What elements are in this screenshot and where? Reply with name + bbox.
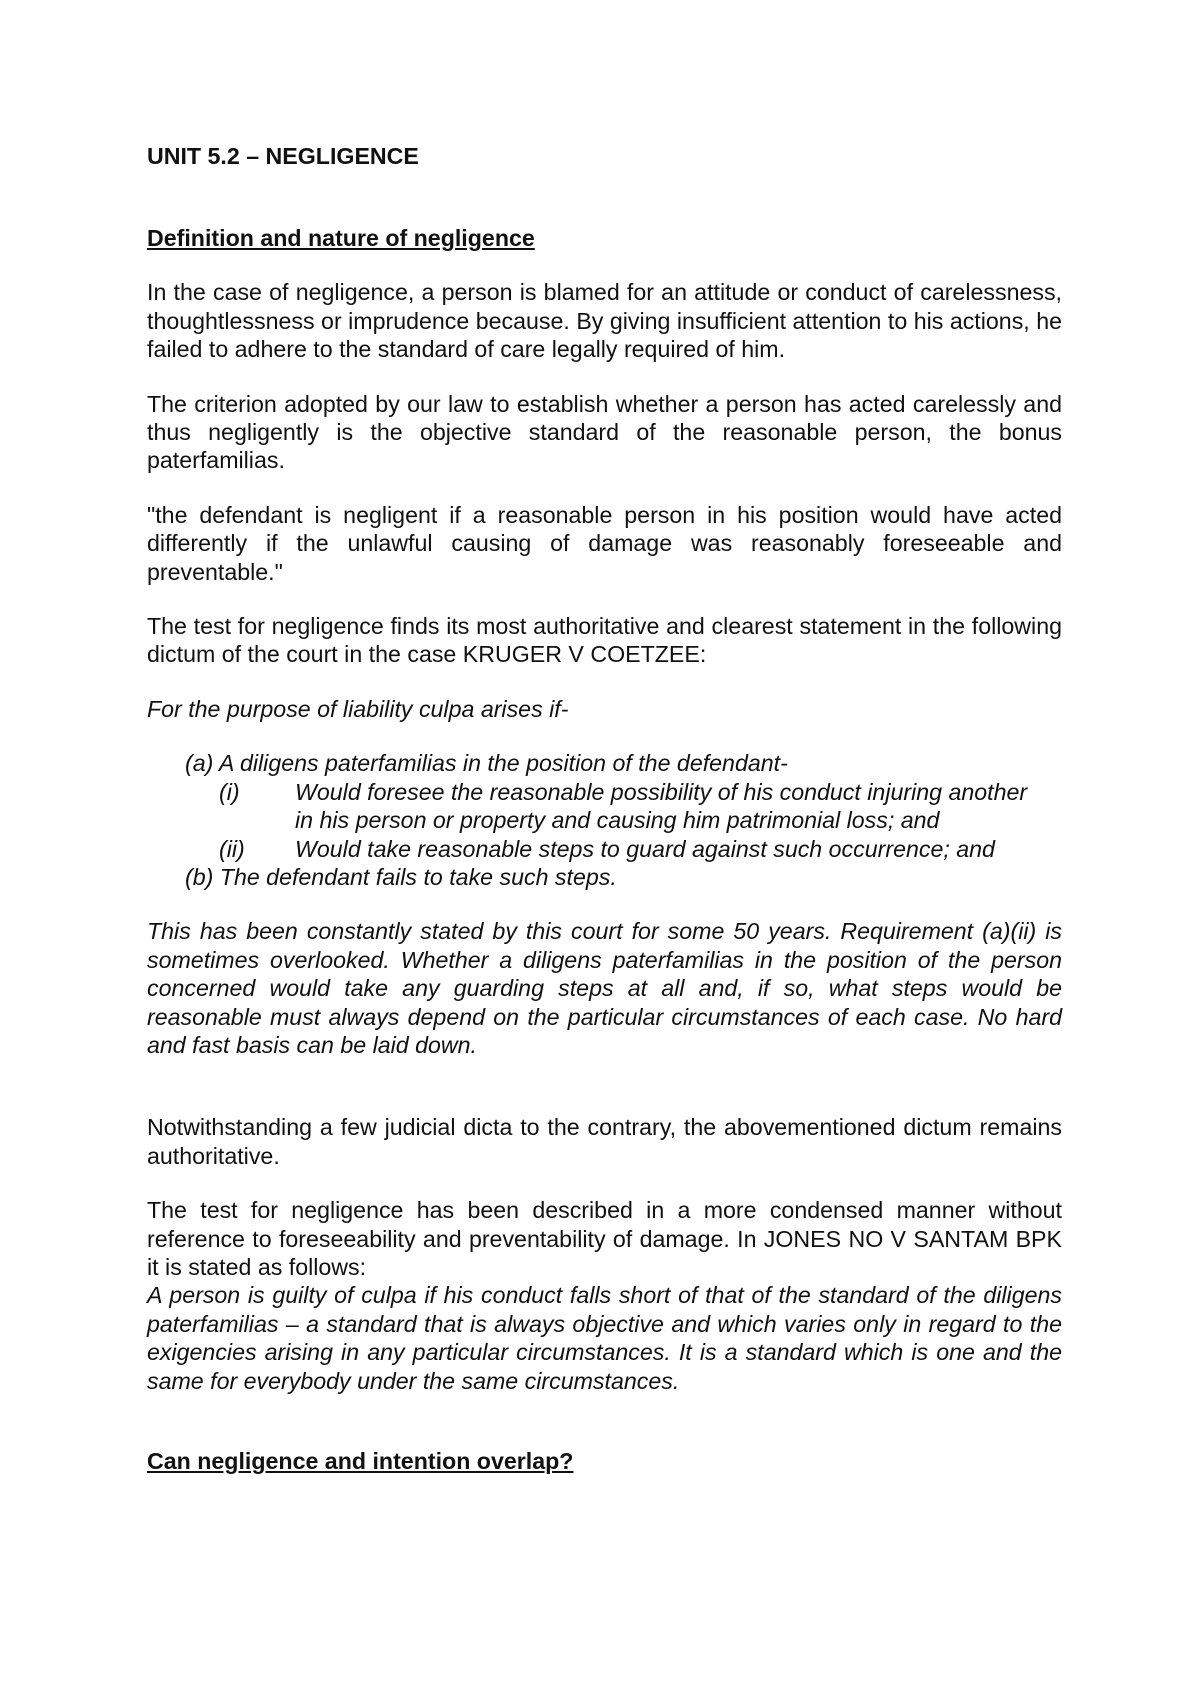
dictum-item-b: (b) The defendant fails to take such steps. xyxy=(185,863,617,890)
jones-quote: A person is guilty of culpa if his conduct falls short of that of the standard of the diligens paterfamilias – a standard that is always objective and which varies only in regard to the exigencies arising in any particular circumstances. It is a standard which is one and the same for everybody under the same circumstances. xyxy=(147,1282,1062,1394)
heading-overlap: Can negligence and intention overlap? xyxy=(147,1448,574,1474)
dictum-continued: This has been constantly stated by this court for some 50 years. Requirement (a)(ii) is sometimes overlooked. Whether a diligens paterfamilias in the position of the person concerned would take any guarding steps at all and, if so, what steps would be reasonable must always depend on the particular circumstances of each case. No hard and fast basis can be laid down. xyxy=(147,918,1062,1058)
paragraph-definition: In the case of negligence, a person is blamed for an attitude or conduct of carelessness, thoughtlessness or imprudence because. By giving insufficient attention to his actions, he failed to adhere to the standard of care legally required of him. xyxy=(147,279,1062,363)
dictum-item-i-text: Would foresee the reasonable possibility of his conduct injuring another xyxy=(295,778,1028,805)
dictum-item-i-continued: in his person or property and causing him patrimonial loss; and xyxy=(295,807,940,834)
dictum-item-i xyxy=(147,778,1062,806)
dictum-item-ii-text: Would take reasonable steps to guard against such occurrence; and xyxy=(295,835,995,862)
dictum-item-i-number: (i) xyxy=(219,778,240,805)
paragraph-test-kruger: The test for negligence finds its most authoritative and clearest statement in the following dictum of the court in the case KRUGER V COETZEE: xyxy=(147,613,1062,668)
dictum-item-a: (a) A diligens paterfamilias in the position of the defendant- xyxy=(185,750,788,777)
document-page xyxy=(147,142,1062,1475)
dictum-item-ii xyxy=(147,835,1062,863)
document-title: UNIT 5.2 – NEGLIGENCE xyxy=(147,143,419,169)
paragraph-authoritative: Notwithstanding a few judicial dicta to the contrary, the abovementioned dictum remains authoritative. xyxy=(147,1114,1062,1169)
paragraph-quote-defendant: "the defendant is negligent if a reasonable person in his position would have acted differently if the unlawful causing of damage was reasonably foreseeable and preventable." xyxy=(147,501,1062,585)
dictum-item-ii-number: (ii) xyxy=(219,835,245,862)
dictum-intro: For the purpose of liability culpa arises if- xyxy=(147,695,569,722)
paragraph-criterion: The criterion adopted by our law to establish whether a person has acted carelessly and thus negligently is the objective standard of the reasonable person, the bonus paterfamilias. xyxy=(147,390,1062,474)
heading-definition: Definition and nature of negligence xyxy=(147,225,535,251)
paragraph-test-jones: The test for negligence has been described in a more condensed manner without reference to foreseeability and preventability of damage. In JONES NO V SANTAM BPK it is stated as follows: xyxy=(147,1197,1062,1280)
